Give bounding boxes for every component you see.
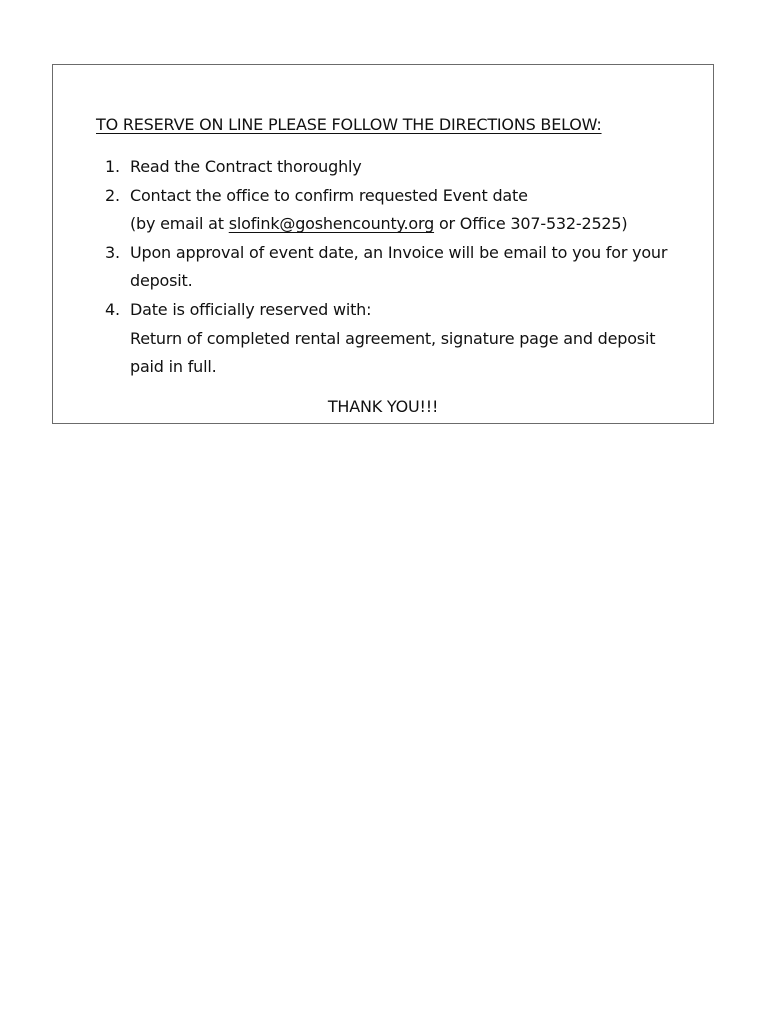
- instructions-heading: TO RESERVE ON LINE PLEASE FOLLOW THE DIRECTIONS BELOW:: [96, 115, 602, 134]
- step-number: 1.: [105, 157, 120, 176]
- step-text-continued: deposit.: [130, 271, 193, 291]
- step-number: 2.: [105, 185, 120, 205]
- step-item: [105, 153, 705, 182]
- step-text: Date is officially reserved with:: [130, 299, 372, 319]
- step-text: Contact the office to confirm requested Event date: [130, 185, 528, 205]
- closing-text: THANK YOU!!!: [327, 397, 439, 416]
- step-item: [105, 239, 705, 296]
- contact-suffix: or Office 307-532-2525): [434, 214, 628, 234]
- step-item: [105, 296, 705, 382]
- step-item: [105, 182, 705, 239]
- contact-prefix: (by email at: [130, 214, 229, 234]
- contact-details: [130, 210, 705, 239]
- step-text: Read the Contract thoroughly: [130, 157, 362, 176]
- email-link[interactable]: slofink@goshencounty.org: [228, 214, 435, 234]
- steps-list: [105, 153, 705, 382]
- step-number: 4.: [105, 299, 120, 319]
- step-text: Upon approval of event date, an Invoice will be email to you for your: [130, 242, 668, 262]
- step-text-continued: Return of completed rental agreement, signature page and deposit: [130, 328, 656, 348]
- instructions-box: [52, 64, 714, 424]
- step-number: 3.: [105, 242, 120, 262]
- step-text-continued: paid in full.: [130, 357, 217, 377]
